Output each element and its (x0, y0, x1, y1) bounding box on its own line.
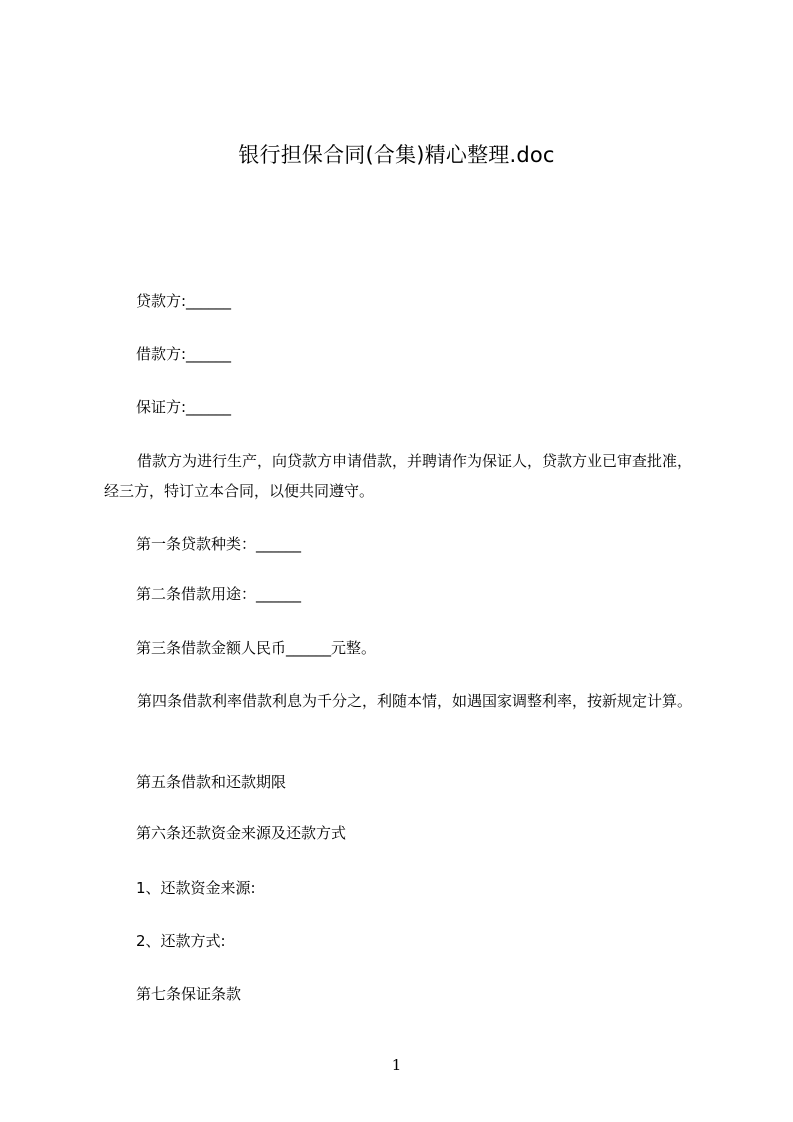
guarantor-line: 保证方:______ (136, 398, 232, 416)
article-6: 第六条还款资金来源及还款方式 (136, 824, 347, 842)
document-title: 银行担保合同(合集)精心整理.doc (238, 143, 555, 167)
article-4: 第四条借款利率借款利息为千分之，利随本情，如遇国家调整利率，按新规定计算。 (137, 692, 693, 710)
article-2: 第二条借款用途：______ (136, 585, 302, 603)
article-7: 第七条保证条款 (136, 985, 242, 1003)
article-1: 第一条贷款种类：______ (136, 535, 302, 553)
borrower-line: 借款方:______ (136, 345, 232, 363)
article-5: 第五条借款和还款期限 (136, 773, 287, 791)
lender-line: 贷款方:______ (136, 292, 232, 310)
preamble-paragraph: 借款方为进行生产，向贷款方申请借款，并聘请作为保证人，贷款方业已审查批准，经三方，特订立本合同，以便共同遵守。 (104, 452, 693, 500)
repayment-source: 1、还款资金来源: (136, 879, 256, 897)
repayment-method: 2、还款方式: (136, 932, 226, 950)
article-3: 第三条借款金额人民币______元整。 (136, 639, 377, 657)
page-number: 1 (391, 1056, 402, 1074)
